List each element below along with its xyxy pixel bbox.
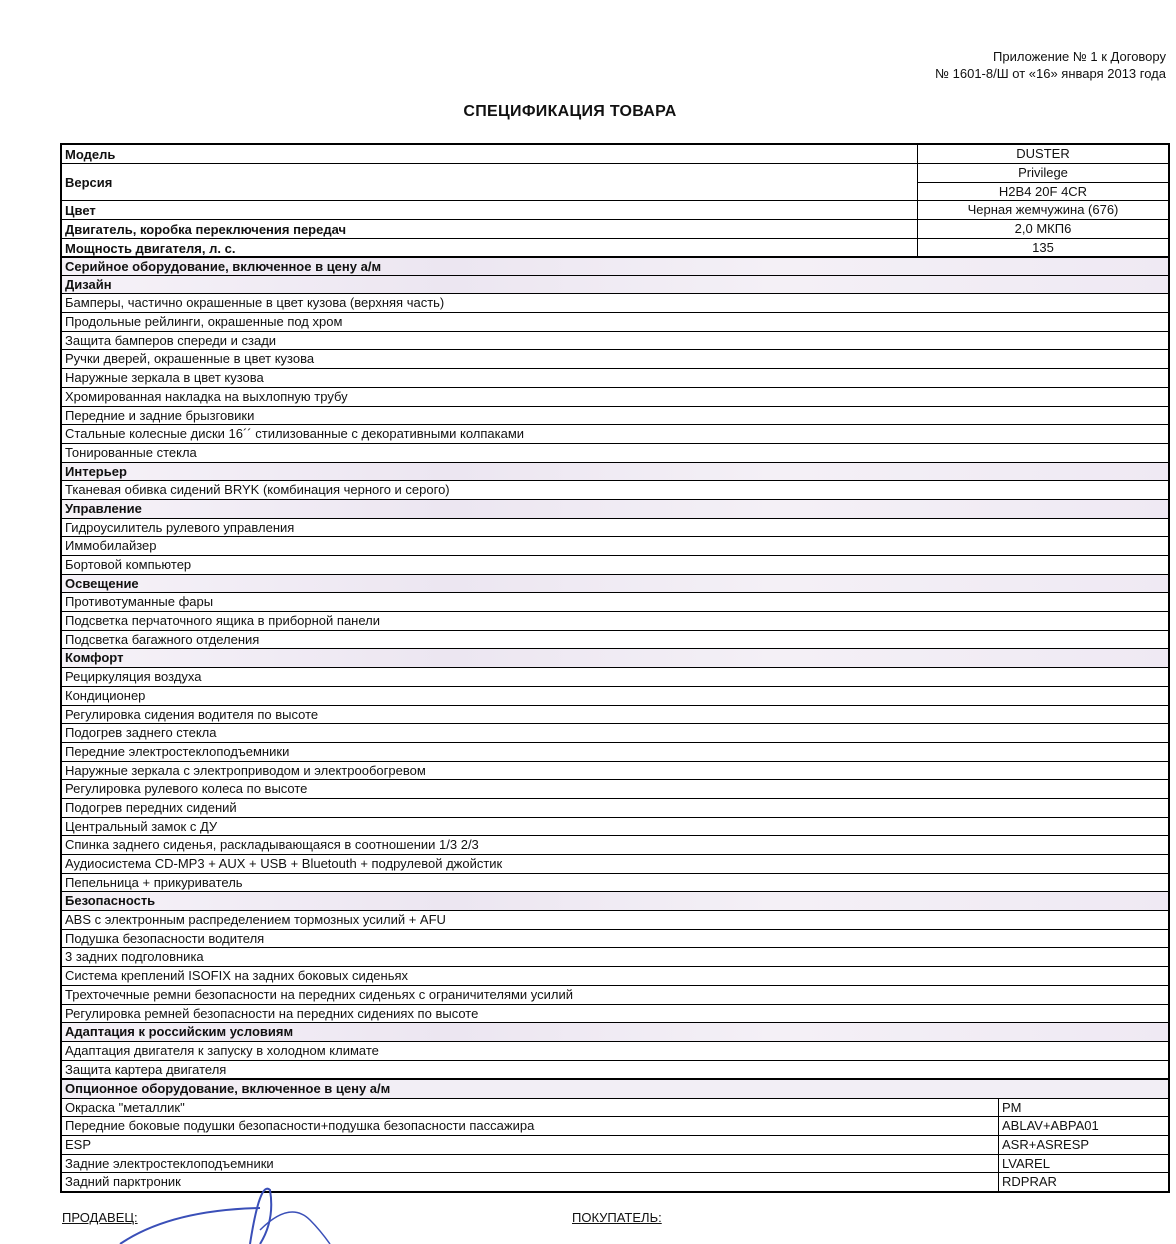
equipment-item: Регулировка сидения водителя по высоте: [62, 705, 1168, 724]
model-row: [62, 145, 1168, 163]
equipment-section-header: Управление: [62, 499, 1168, 518]
annex-line-1: Приложение № 1 к Договору: [993, 49, 1166, 64]
equipment-item: Наружные зеркала с электроприводом и электрообогревом: [62, 761, 1168, 780]
annex-line-2: № 1601-8/Ш от «16» января 2013 года: [935, 66, 1166, 81]
equipment-item: Гидроусилитель рулевого управления: [62, 518, 1168, 537]
engine-row: [62, 219, 1168, 238]
equipment-item: ABS с электронным распределением тормозных усилий + AFU: [62, 910, 1168, 929]
annex-reference: [935, 48, 1166, 82]
color-label: Цвет: [62, 201, 918, 219]
equipment-item: Наружные зеркала в цвет кузова: [62, 368, 1168, 387]
equipment-item: Подсветка перчаточного ящика в приборной панели: [62, 611, 1168, 630]
version-code-value: H2B4 20F 4CR: [918, 182, 1168, 200]
equipment-item: Иммобилайзер: [62, 536, 1168, 555]
equipment-item: Подушка безопасности водителя: [62, 929, 1168, 948]
option-code: RDPRAR: [1002, 1174, 1057, 1190]
equipment-item: Тонированные стекла: [62, 443, 1168, 462]
standard-equipment-list: [60, 256, 1170, 1080]
equipment-item: Подсветка багажного отделения: [62, 630, 1168, 649]
option-code: PM: [1002, 1099, 1022, 1115]
color-value: Черная жемчужина (676): [967, 202, 1119, 217]
equipment-section-header: Серийное оборудование, включенное в цену а/м: [62, 256, 1168, 275]
version-label: Версия: [62, 164, 918, 200]
equipment-item: Бамперы, частично окрашенные в цвет кузова (верхняя часть): [62, 293, 1168, 312]
equipment-item: Передние и задние брызговики: [62, 406, 1168, 425]
equipment-item: Противотуманные фары: [62, 592, 1168, 611]
buyer-label: ПОКУПАТЕЛЬ:: [572, 1210, 662, 1225]
equipment-item: Рециркуляция воздуха: [62, 667, 1168, 686]
equipment-item: Защита бамперов спереди и сзади: [62, 331, 1168, 350]
equipment-item: Пепельница + прикуриватель: [62, 873, 1168, 892]
equipment-item: Система креплений ISOFIX на задних боковых сиденьях: [62, 966, 1168, 985]
equipment-item: Ручки дверей, окрашенные в цвет кузова: [62, 349, 1168, 368]
equipment-item: Подогрев передних сидений: [62, 798, 1168, 817]
option-code: ASR+ASRESP: [1002, 1137, 1090, 1153]
option-row: [62, 1098, 1168, 1117]
color-row: [62, 200, 1168, 219]
option-name: Передние боковые подушки безопасности+подушка безопасности пассажира: [62, 1117, 999, 1135]
equipment-section-header: Комфорт: [62, 648, 1168, 667]
engine-value: 2,0 МКП6: [1014, 221, 1072, 236]
option-row: [62, 1116, 1168, 1135]
equipment-item: Тканевая обивка сидений BRYK (комбинация черного и серого): [62, 480, 1168, 499]
equipment-section-header: Интерьер: [62, 462, 1168, 481]
power-label: Мощность двигателя, л. с.: [62, 239, 918, 257]
equipment-item: Продольные рейлинги, окрашенные под хром: [62, 312, 1168, 331]
equipment-item: Регулировка ремней безопасности на передних сидениях по высоте: [62, 1004, 1168, 1023]
equipment-section-header: Адаптация к российским условиям: [62, 1022, 1168, 1041]
option-row: [62, 1135, 1168, 1154]
equipment-section-header: Дизайн: [62, 275, 1168, 294]
document-title: СПЕЦИФИКАЦИЯ ТОВАРА: [463, 103, 677, 120]
specification-info-table: [60, 143, 1170, 259]
option-name: ESP: [62, 1136, 999, 1154]
model-value: DUSTER: [1016, 146, 1070, 161]
engine-label: Двигатель, коробка переключения передач: [62, 220, 918, 238]
equipment-item: Подогрев заднего стекла: [62, 723, 1168, 742]
equipment-item: Регулировка рулевого колеса по высоте: [62, 779, 1168, 798]
option-code: LVAREL: [1002, 1155, 1050, 1171]
version-row: [62, 163, 1168, 200]
equipment-item: Адаптация двигателя к запуску в холодном климате: [62, 1041, 1168, 1060]
seller-label: ПРОДАВЕЦ:: [62, 1210, 138, 1225]
equipment-item: Стальные колесные диски 16´´ стилизованные с декоративными колпаками: [62, 424, 1168, 443]
power-value: 135: [1032, 240, 1054, 255]
equipment-item: Хромированная накладка на выхлопную трубу: [62, 387, 1168, 406]
equipment-item: Кондиционер: [62, 686, 1168, 705]
equipment-item: Спинка заднего сиденья, раскладывающаяся в соотношении 1/3 2/3: [62, 835, 1168, 854]
equipment-section-header: Безопасность: [62, 891, 1168, 910]
option-name: Окраска "металлик": [62, 1099, 999, 1117]
equipment-section-header: Освещение: [62, 574, 1168, 593]
option-name: Задний парктроник: [62, 1173, 999, 1191]
equipment-item: Защита картера двигателя: [62, 1060, 1168, 1079]
power-row: [62, 238, 1168, 257]
optional-equipment-header: Опционное оборудование, включенное в цену а/м: [62, 1079, 1168, 1098]
model-label: Модель: [62, 145, 918, 163]
equipment-item: Центральный замок с ДУ: [62, 817, 1168, 836]
equipment-item: Бортовой компьютер: [62, 555, 1168, 574]
equipment-item: Аудиосистема CD-MP3 + AUX + USB + Bluetouth + подрулевой джойстик: [62, 854, 1168, 873]
equipment-item: Передние электростеклоподъемники: [62, 742, 1168, 761]
version-name-value: Privilege: [1018, 165, 1068, 180]
seal-stamp-and-signature: [110, 1160, 370, 1244]
option-name: Задние электростеклоподъемники: [62, 1155, 999, 1173]
option-code: ABLAV+ABPA01: [1002, 1118, 1099, 1134]
equipment-item: 3 задних подголовника: [62, 947, 1168, 966]
equipment-item: Трехточечные ремни безопасности на передних сиденьях с ограничителями усилий: [62, 985, 1168, 1004]
